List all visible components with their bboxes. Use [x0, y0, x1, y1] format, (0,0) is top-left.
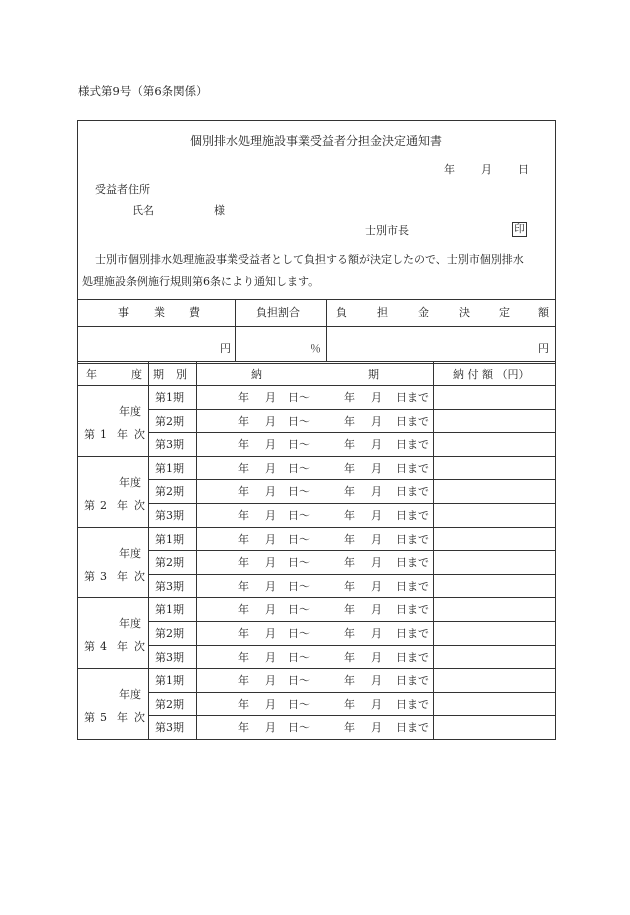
year-header-char-1: 年 — [86, 368, 97, 381]
year-suffix-label: 年度 — [119, 617, 141, 631]
payment-from-date: 年 — [238, 721, 249, 735]
payment-to-date: 日まで — [396, 603, 429, 617]
payment-to-date: 月 — [371, 391, 382, 404]
payment-to-date: 年 — [344, 721, 355, 735]
year-suffix-label: 年度 — [119, 688, 141, 702]
year-group-label: 次 — [134, 711, 145, 725]
payment-to-date: 年 — [344, 579, 355, 593]
year-group-label: 次 — [134, 428, 145, 441]
period-label: 第3期 — [155, 650, 184, 664]
payment-to-date: 月 — [371, 674, 382, 688]
payment-header-char-1: 納 — [251, 368, 262, 381]
document-title: 個別排水処理施設事業受益者分担金決定通知書 — [190, 134, 443, 148]
year-group-label: 第 — [84, 711, 95, 725]
payment-from-date: 日～ — [288, 603, 310, 617]
payment-from-date: 日～ — [288, 579, 310, 593]
payment-to-date: 日まで — [396, 509, 429, 522]
payment-from-date: 年 — [238, 674, 249, 688]
payment-to-date: 月 — [371, 603, 382, 617]
payment-to-date: 月 — [371, 579, 382, 593]
payment-from-date: 日～ — [288, 556, 310, 570]
payment-from-date: 日～ — [288, 485, 310, 499]
payment-from-date: 月 — [265, 603, 276, 617]
payment-from-date: 月 — [265, 556, 276, 570]
recipient-name-label: 氏名 — [132, 204, 154, 217]
payment-from-date: 月 — [265, 414, 276, 428]
year-suffix-label: 年度 — [119, 475, 141, 489]
period-label: 第3期 — [155, 438, 184, 452]
payment-from-date: 日～ — [288, 461, 310, 475]
payment-from-date: 年 — [238, 579, 249, 593]
year-group-label: 年 — [117, 569, 128, 583]
payment-to-date: 年 — [344, 485, 355, 499]
year-group-label: 5 — [100, 711, 107, 725]
payment-to-date: 日まで — [396, 391, 429, 404]
payment-from-date: 年 — [238, 697, 249, 711]
date-year-label: 年 — [444, 163, 455, 176]
issuer-title: 士別市長 — [365, 224, 409, 237]
payment-from-date: 月 — [265, 532, 276, 546]
period-label: 第2期 — [155, 485, 184, 499]
period-label: 第1期 — [155, 391, 184, 404]
form-number-label: 様式第9号（第6条関係） — [78, 84, 208, 98]
payment-from-date: 年 — [238, 485, 249, 499]
period-header-char-1: 期 — [153, 368, 164, 381]
payment-from-date: 日～ — [288, 674, 310, 688]
payment-from-date: 年 — [238, 532, 249, 546]
payment-to-date: 月 — [371, 414, 382, 428]
payment-to-date: 月 — [371, 627, 382, 640]
payment-to-date: 月 — [371, 721, 382, 735]
payment-from-date: 日～ — [288, 697, 310, 711]
year-header-char-2: 度 — [131, 368, 142, 381]
payment-from-date: 日～ — [288, 650, 310, 664]
payment-from-date: 日～ — [288, 627, 310, 640]
payment-to-date: 日まで — [396, 674, 429, 688]
payment-to-date: 月 — [371, 438, 382, 452]
year-group-label: 年 — [117, 498, 128, 512]
payment-to-date: 月 — [371, 461, 382, 475]
payment-to-date: 年 — [344, 674, 355, 688]
payment-to-date: 日まで — [396, 627, 429, 640]
period-label: 第1期 — [155, 603, 184, 617]
payment-to-date: 月 — [371, 485, 382, 499]
period-label: 第2期 — [155, 697, 184, 711]
payment-from-date: 日～ — [288, 509, 310, 522]
payment-from-date: 日～ — [288, 532, 310, 546]
period-label: 第1期 — [155, 532, 184, 546]
payment-to-date: 年 — [344, 650, 355, 664]
payment-from-date: 年 — [238, 650, 249, 664]
payment-to-date: 年 — [344, 556, 355, 570]
year-group-label: 年 — [117, 711, 128, 725]
payment-to-date: 日まで — [396, 579, 429, 593]
payment-from-date: 月 — [265, 438, 276, 452]
year-group-label: 次 — [134, 498, 145, 512]
period-label: 第3期 — [155, 721, 184, 735]
payment-from-date: 年 — [238, 414, 249, 428]
year-group-label: 年 — [117, 428, 128, 441]
year-group-label: 1 — [100, 428, 107, 441]
payment-from-date: 日～ — [288, 414, 310, 428]
date-day-label: 日 — [518, 163, 529, 176]
payment-from-date: 年 — [238, 556, 249, 570]
year-group-label: 年 — [117, 640, 128, 654]
period-header-char-2: 別 — [176, 368, 187, 381]
payment-to-date: 年 — [344, 461, 355, 475]
payment-to-date: 日まで — [396, 650, 429, 664]
payment-to-date: 日まで — [396, 697, 429, 711]
year-group-label: 3 — [100, 569, 107, 583]
payment-from-date: 月 — [265, 391, 276, 404]
period-label: 第2期 — [155, 414, 184, 428]
period-label: 第3期 — [155, 509, 184, 522]
project-cost-unit: 円 — [220, 342, 231, 355]
payment-to-date: 年 — [344, 532, 355, 546]
payment-from-date: 月 — [265, 627, 276, 640]
payment-to-date: 月 — [371, 556, 382, 570]
payment-from-date: 月 — [265, 674, 276, 688]
payment-to-date: 日まで — [396, 532, 429, 546]
payment-to-date: 年 — [344, 438, 355, 452]
payment-to-date: 日まで — [396, 721, 429, 735]
payment-to-date: 日まで — [396, 414, 429, 428]
year-group-label: 2 — [100, 498, 107, 512]
payment-to-date: 年 — [344, 414, 355, 428]
seal-mark: 印 — [512, 222, 527, 237]
payment-from-date: 月 — [265, 650, 276, 664]
payment-to-date: 月 — [371, 650, 382, 664]
payment-to-date: 月 — [371, 509, 382, 522]
payment-from-date: 年 — [238, 603, 249, 617]
payment-to-date: 日まで — [396, 485, 429, 499]
payment-from-date: 日～ — [288, 391, 310, 404]
year-group-label: 第 — [84, 569, 95, 583]
payment-from-date: 月 — [265, 579, 276, 593]
period-label: 第1期 — [155, 674, 184, 688]
burden-ratio-header: 負担割合 — [256, 306, 300, 319]
year-suffix-label: 年度 — [119, 405, 141, 418]
year-suffix-label: 年度 — [119, 546, 141, 560]
payment-header-char-2: 期 — [368, 368, 379, 381]
payment-from-date: 年 — [238, 391, 249, 404]
period-label: 第2期 — [155, 556, 184, 570]
burden-amount-unit: 円 — [538, 342, 549, 355]
payment-to-date: 年 — [344, 509, 355, 522]
payment-from-date: 月 — [265, 509, 276, 522]
payment-to-date: 日まで — [396, 438, 429, 452]
notice-form: 個別排水処理施設事業受益者分担金決定通知書 年 月 日 受益者住所 氏名 様 士別市長 印 士別市個別排水処理施設事業受益者として負担する額が決定したので、士別市個別排水 処理施設条例施行規則第6条により通知します。 事 業 費 負担割合 負 担 金 決 定 額 円 ％ 円 年 度 期 別 納 期 納 付 額 （円） 年度 第 1 年 次 第1期 年 月 日～ 年 月 日まで 第2期 年 月 日～ 年 月 日まで 第3期 年 月 日～ 年 月 日まで 年度 第 2 年 次 第1期 年 月 日～ 年 月 日まで 第2期 年 月 日～ 年 月 日まで 第3期 年 月 日～ 年 月 日まで 年度 第 3 年 次 第1期 年 月 日～ 年 月 日まで 第2期 年 月 日～ 年 月 日まで 第3期 年 月 日～ 年 月 日まで 年度 第 4 年 次 第1期 年 月 日～ 年 月 日まで 第2期 年 月 日～ 年 月 日まで 第3期 年 月 日～ 年 月 日まで 年度 第 5 年 次 第1期 年 月 日～ 年 月 日まで 第2期 年 月 日～ 年 月 日まで 第3期 年 月 日～ 年 月 日まで — [77, 120, 556, 740]
period-label: 第2期 — [155, 627, 184, 640]
payment-to-date: 日まで — [396, 461, 429, 475]
date-month-label: 月 — [481, 163, 492, 176]
body-text-line-1: 士別市個別排水処理施設事業受益者として負担する額が決定したので、士別市個別排水 — [95, 253, 524, 266]
year-group-label: 第 — [84, 498, 95, 512]
payment-to-date: 日まで — [396, 556, 429, 570]
payment-from-date: 年 — [238, 627, 249, 640]
payment-to-date: 月 — [371, 532, 382, 546]
payment-to-date: 月 — [371, 697, 382, 711]
payment-from-date: 年 — [238, 438, 249, 452]
payment-from-date: 年 — [238, 509, 249, 522]
payment-from-date: 日～ — [288, 721, 310, 735]
year-group-label: 第 — [84, 428, 95, 441]
payment-from-date: 月 — [265, 485, 276, 499]
year-group-label: 4 — [100, 640, 107, 654]
payment-to-date: 年 — [344, 603, 355, 617]
recipient-address-label: 受益者住所 — [95, 183, 150, 196]
period-label: 第1期 — [155, 461, 184, 475]
burden-ratio-unit: ％ — [310, 342, 321, 355]
payment-to-date: 年 — [344, 627, 355, 640]
payment-from-date: 月 — [265, 721, 276, 735]
year-group-label: 第 — [84, 640, 95, 654]
year-group-label: 次 — [134, 640, 145, 654]
amount-header: 納 付 額 （円） — [453, 368, 530, 381]
payment-from-date: 日～ — [288, 438, 310, 452]
payment-from-date: 月 — [265, 697, 276, 711]
payment-from-date: 年 — [238, 461, 249, 475]
honorific-label: 様 — [214, 204, 225, 217]
body-text-line-2: 処理施設条例施行規則第6条により通知します。 — [82, 275, 320, 288]
year-group-label: 次 — [134, 569, 145, 583]
payment-to-date: 年 — [344, 697, 355, 711]
payment-from-date: 月 — [265, 461, 276, 475]
period-label: 第3期 — [155, 579, 184, 593]
payment-to-date: 年 — [344, 391, 355, 404]
